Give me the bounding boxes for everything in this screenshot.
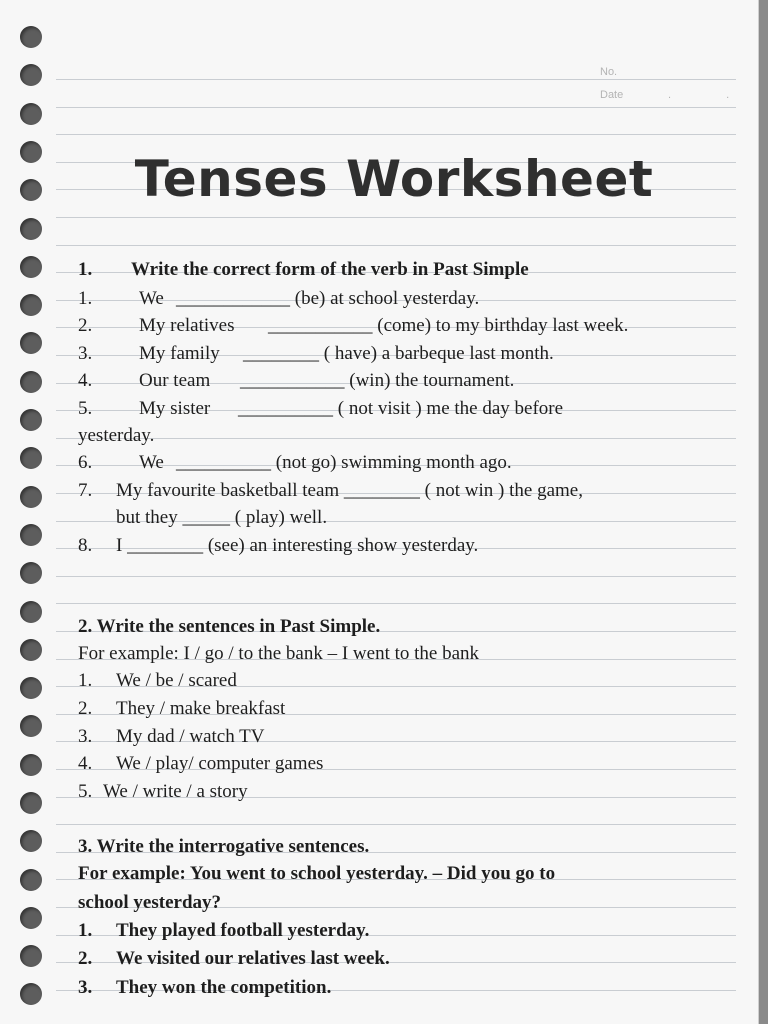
s2-item-number: 2. — [78, 698, 93, 719]
s1-item-continuation: but they _____ ( play) well. — [116, 507, 328, 528]
s3-item-text: They played football yesterday. — [116, 920, 370, 941]
no-label: No. — [600, 66, 618, 78]
date-label: Date — [600, 89, 624, 101]
binder-hole — [20, 64, 42, 86]
s1-item-continuation: yesterday. — [78, 425, 155, 446]
s1-item-subject: My relatives — [139, 315, 235, 336]
s1-item-text: My favourite basketball team ________ ( not win ) the game, — [116, 480, 583, 501]
section1-number: 1. — [78, 259, 93, 280]
binder-hole — [20, 447, 42, 469]
s1-item-text: ___________ (win) the tournament. — [240, 370, 515, 391]
binder-hole — [20, 792, 42, 814]
s1-item-number: 7. — [78, 480, 93, 501]
s2-item-number: 1. — [78, 670, 93, 691]
binder-hole — [20, 830, 42, 852]
s2-item-text: We / write / a story — [103, 781, 248, 802]
binder-hole — [20, 907, 42, 929]
section3-example-line2: school yesterday? — [78, 892, 222, 913]
s2-item-number: 3. — [78, 726, 93, 747]
ruled-line — [56, 134, 736, 135]
s1-item-number: 1. — [78, 288, 93, 309]
binder-hole — [20, 218, 42, 240]
binder-hole — [20, 256, 42, 278]
s2-item-text: My dad / watch TV — [116, 726, 265, 747]
ruled-line — [56, 438, 736, 439]
ruled-line — [56, 79, 736, 80]
binder-hole — [20, 869, 42, 891]
binder-hole — [20, 562, 42, 584]
s1-item-text: ___________ (come) to my birthday last week. — [268, 315, 629, 336]
s1-item-number: 3. — [78, 343, 93, 364]
section2-example: For example: I / go / to the bank – I went to the bank — [78, 643, 480, 664]
s1-item-subject: Our team — [139, 370, 211, 391]
binder-hole — [20, 409, 42, 431]
binder-hole — [20, 486, 42, 508]
s1-item-subject: My sister — [139, 398, 211, 419]
binder-hole — [20, 371, 42, 393]
s2-item-number: 5. — [78, 781, 93, 802]
s1-item-number: 8. — [78, 535, 93, 556]
s1-item-text: __________ ( not visit ) me the day before — [238, 398, 564, 419]
s1-item-subject: We — [139, 452, 164, 473]
ruled-line — [56, 245, 736, 246]
section3-example-line1: For example: You went to school yesterday. – Did you go to — [78, 863, 556, 884]
binder-hole — [20, 677, 42, 699]
s2-item-text: We / be / scared — [116, 670, 237, 691]
s1-item-number: 6. — [78, 452, 93, 473]
s1-item-subject: My family — [139, 343, 220, 364]
s1-item-subject: We — [139, 288, 164, 309]
s1-item-text: I ________ (see) an interesting show yesterday. — [116, 535, 479, 556]
s3-item-text: They won the competition. — [116, 977, 332, 998]
s3-item-text: We visited our relatives last week. — [116, 948, 390, 969]
ruled-line — [56, 576, 736, 577]
binder-hole — [20, 754, 42, 776]
binder-hole — [20, 332, 42, 354]
binder-hole — [20, 294, 42, 316]
page-title: Tenses Worksheet — [134, 150, 654, 208]
ruled-line — [56, 603, 736, 604]
s1-item-number: 5. — [78, 398, 93, 419]
binder-hole — [20, 639, 42, 661]
section3-heading: 3. Write the interrogative sentences. — [78, 836, 370, 857]
ruled-line — [56, 824, 736, 825]
s3-item-number: 1. — [78, 920, 93, 941]
binder-hole — [20, 715, 42, 737]
binder-hole — [20, 26, 42, 48]
s2-item-number: 4. — [78, 753, 93, 774]
s2-item-text: We / play/ computer games — [116, 753, 324, 774]
binder-hole — [20, 945, 42, 967]
s1-item-text: __________ (not go) swimming month ago. — [176, 452, 512, 473]
ruled-line — [56, 107, 736, 108]
s3-item-number: 2. — [78, 948, 93, 969]
section1-heading: Write the correct form of the verb in Past Simple — [131, 259, 529, 280]
binder-hole — [20, 524, 42, 546]
s3-item-number: 3. — [78, 977, 93, 998]
binder-hole — [20, 983, 42, 1005]
section2-heading: 2. Write the sentences in Past Simple. — [78, 616, 381, 637]
s1-item-text: ____________ (be) at school yesterday. — [176, 288, 480, 309]
s1-item-text: ________ ( have) a barbeque last month. — [243, 343, 554, 364]
ruled-line — [56, 217, 736, 218]
s1-item-number: 4. — [78, 370, 93, 391]
s1-item-number: 2. — [78, 315, 93, 336]
binder-hole — [20, 103, 42, 125]
binder-hole — [20, 601, 42, 623]
s2-item-text: They / make breakfast — [116, 698, 286, 719]
date-dots: . . — [668, 89, 756, 101]
